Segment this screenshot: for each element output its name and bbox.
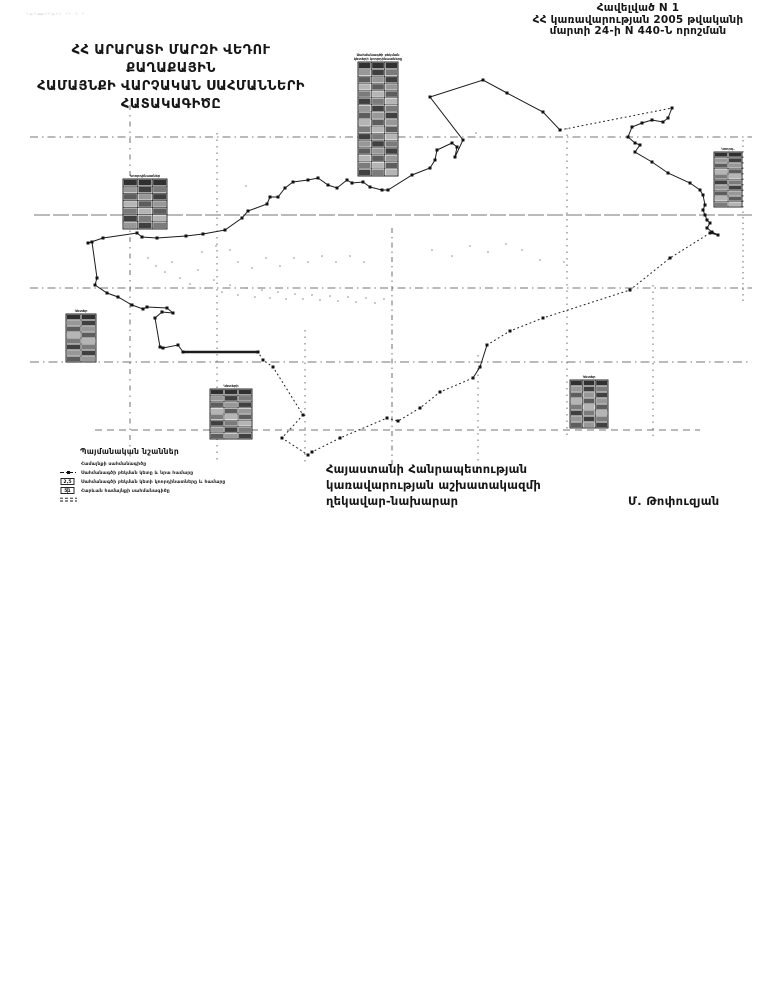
legend-dashdot-line-icon — [60, 461, 77, 468]
boundary-point-layer — [87, 79, 720, 457]
coordinate-tables-layer — [66, 53, 742, 439]
map-legend — [60, 447, 290, 496]
legend-item-label: Սահմանագծի բեկման կետը և նրա համարը — [81, 470, 194, 476]
legend-item — [60, 460, 290, 468]
legend-item — [60, 487, 290, 495]
legend-point-number-box-icon — [60, 470, 77, 485]
legend-dashed-line-icon — [60, 488, 77, 495]
annex-header-line: Հավելված N 1 — [596, 2, 680, 14]
map-title-line: ՀԱՏԱԿԱԳԻԾԸ — [120, 97, 222, 112]
legend-item-list — [60, 460, 290, 495]
legend-item-label: Հարևան համայնքի սահմանագիծը — [81, 488, 170, 494]
legend-item-label: Սահմանագծի բեկման կետի կոորդինատները և համարը — [81, 479, 226, 485]
svg-text:կետերի կոորդինատները: կետերի կոորդինատները — [353, 57, 403, 61]
boundary-layer — [88, 80, 718, 455]
svg-text:2,5: 2,5 — [63, 479, 72, 485]
legend-item-label: Համայնքի սահմանագիծը — [81, 461, 147, 467]
legend-coordinate-table-box-icon — [60, 479, 77, 494]
svg-text:Կոորդ.: Կոորդ. — [721, 147, 735, 151]
svg-text:Կետեր: Կետեր — [74, 309, 88, 313]
annex-header-line: ՀՀ կառավարության 2005 թվականի — [532, 13, 744, 26]
scan-artifact-smudge: ·–·—··–·· ·· · · — [26, 10, 85, 18]
svg-text:Կետեր: Կետեր — [582, 375, 596, 379]
svg-text:51: 51 — [64, 488, 71, 494]
approval-line: ղեկավար-նախարար — [326, 494, 459, 508]
svg-text:Կոորդինատներ: Կոորդինատներ — [129, 174, 161, 178]
approval-line: Հայաստանի Հանրապետության — [326, 462, 528, 476]
svg-text:Սահմանագծի բեկման: Սահմանագծի բեկման — [356, 53, 400, 57]
map-title-line: ՀՀ ԱՐԱՐԱՏԻ ՄԱՐԶԻ ՎԵԴՈՒ ՔԱՂԱՔԱՅԻՆ — [71, 43, 271, 76]
legend-title: Պայմանական նշաններ — [80, 447, 180, 456]
map-title-line: ՀԱՄԱՅՆՔԻ ՎԱՐՉԱԿԱՆ ՍԱՀՄԱՆՆԵՐԻ — [37, 79, 305, 94]
svg-text:Կետերի: Կետերի — [223, 384, 239, 388]
annex-header-line: մարտի 24-ի N 440-Ն որոշման — [549, 25, 727, 37]
approval-block — [326, 461, 541, 509]
approval-line: կառավարության աշխատակազմի — [326, 478, 541, 492]
signature-name: Մ. Թոփուզյան — [628, 494, 720, 508]
